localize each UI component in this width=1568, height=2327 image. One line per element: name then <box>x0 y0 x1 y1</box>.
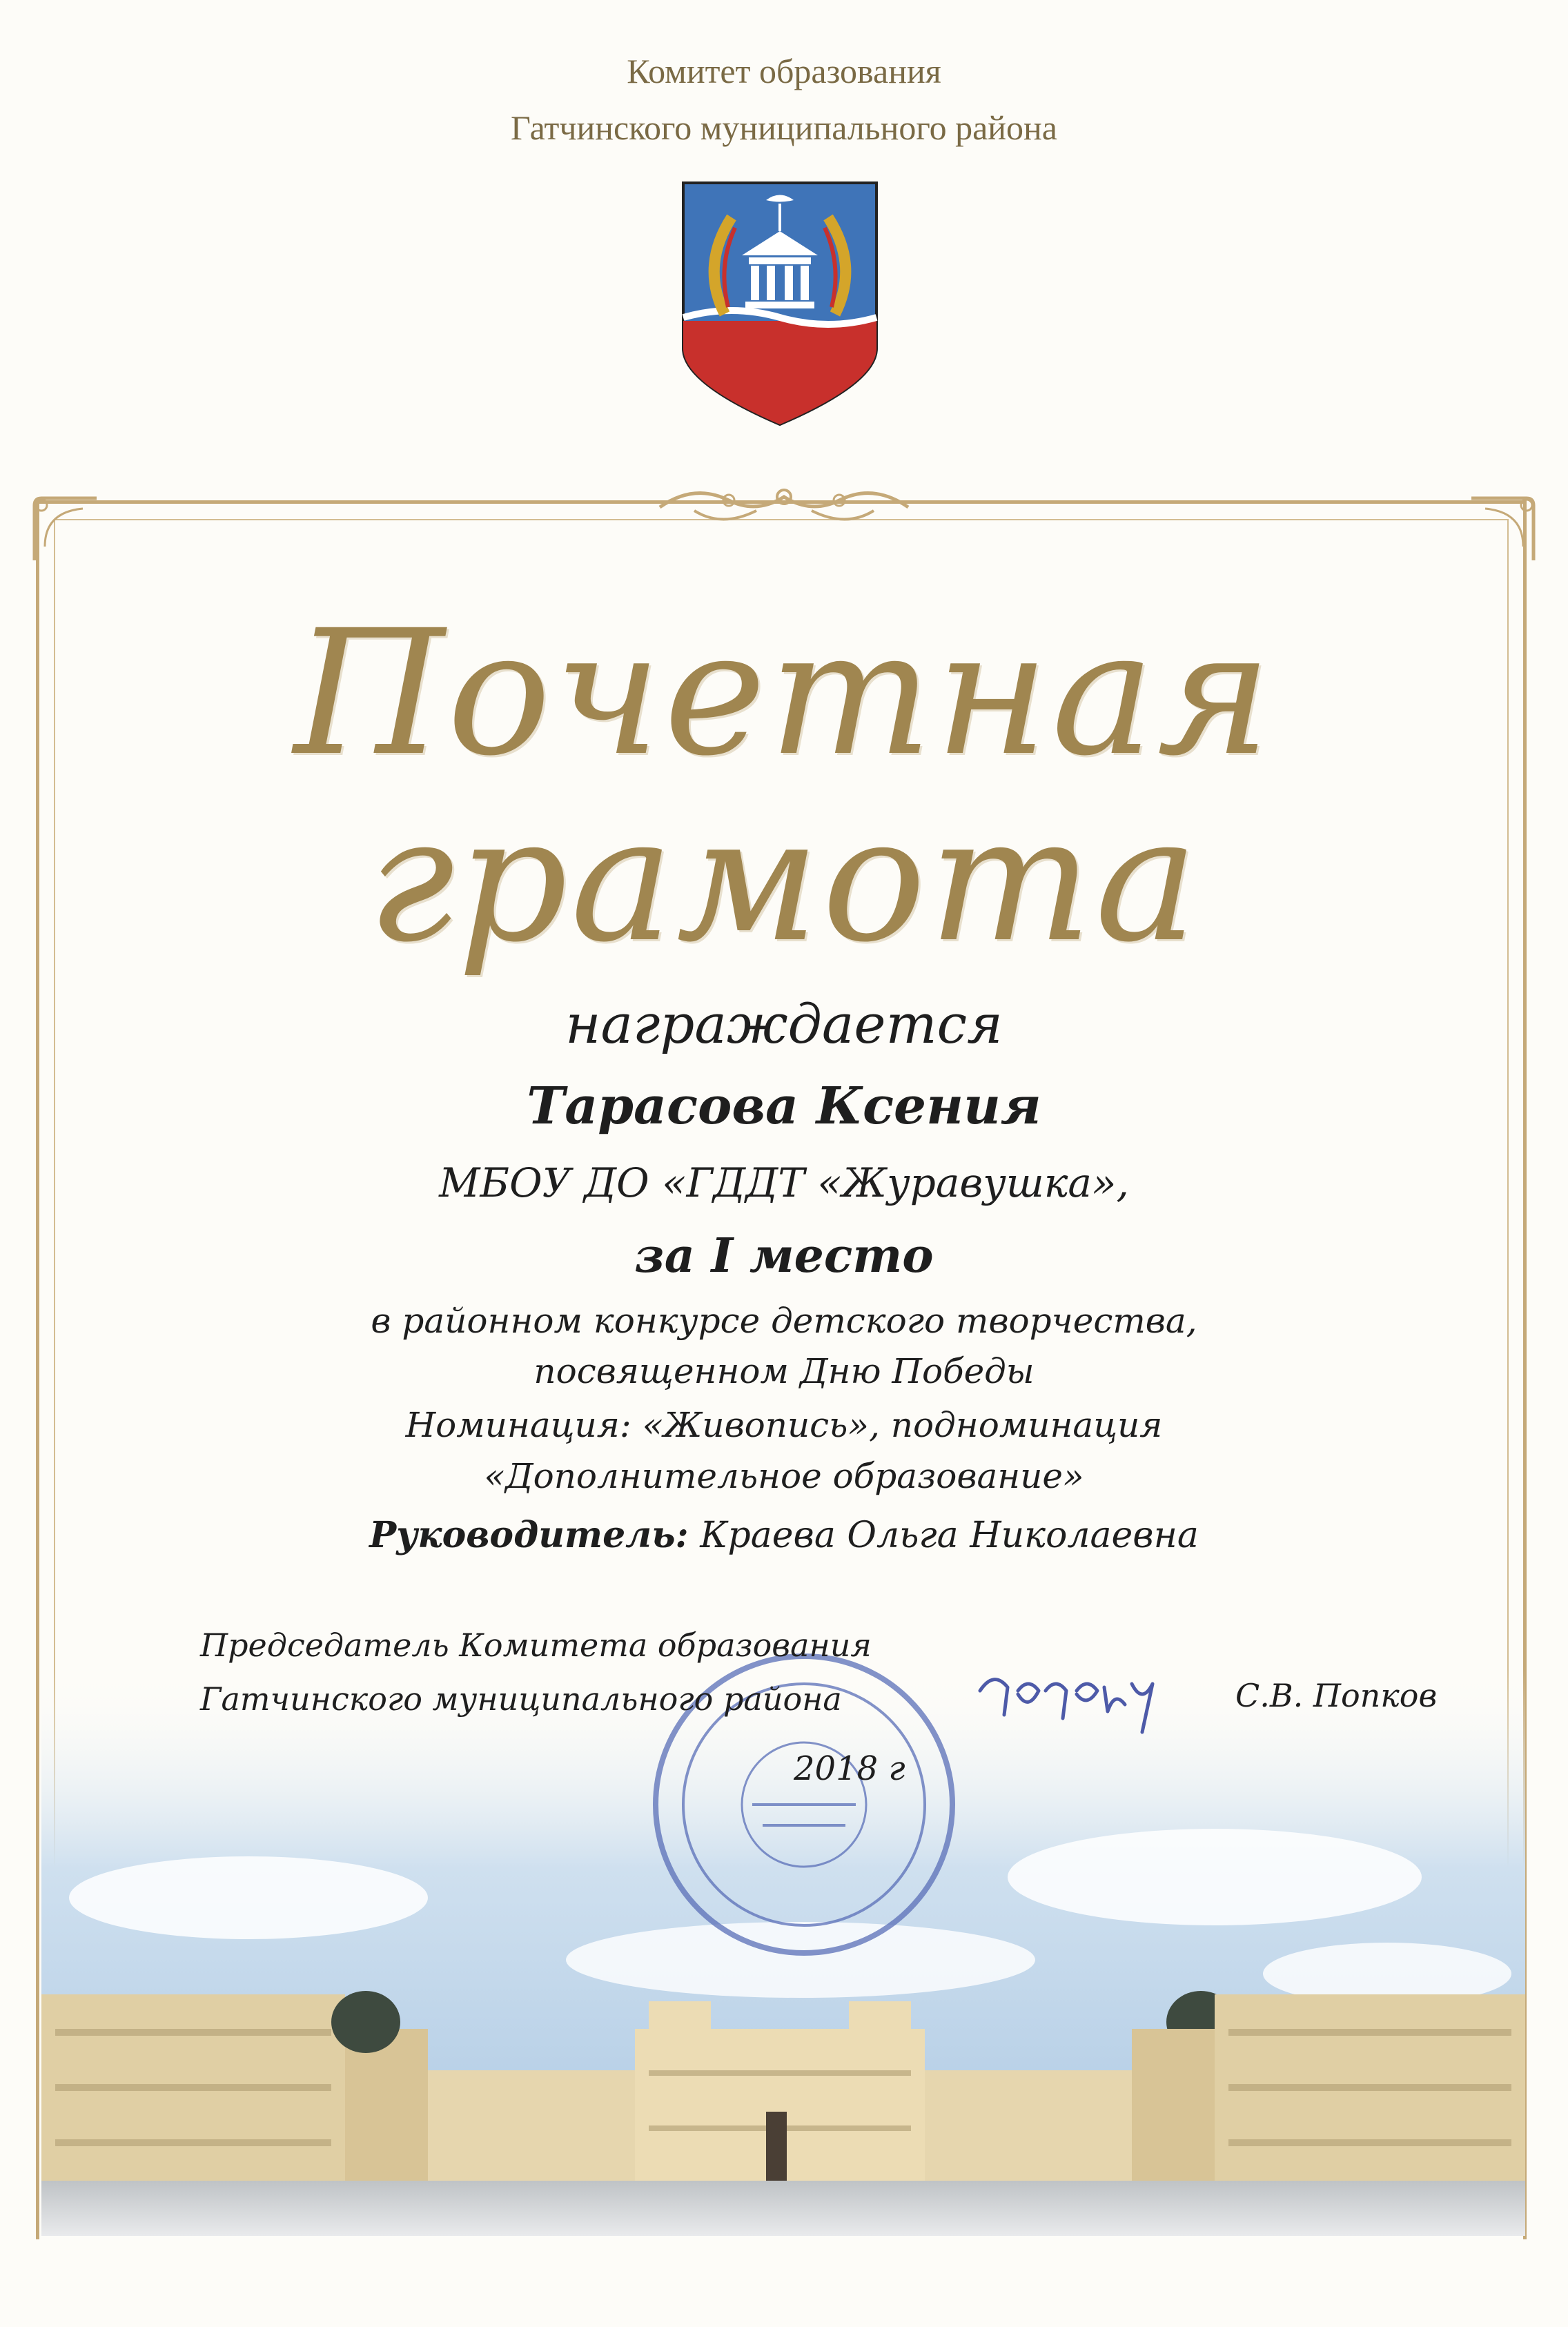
institution-name: МБОУ ДО «ГДДТ «Журавушка», <box>439 1159 1129 1206</box>
nomination-line-1: Номинация: «Живопись», подноминация <box>405 1405 1163 1445</box>
supervisor-name: Краева Ольга Николаевна <box>700 1515 1199 1556</box>
organization-header <box>0 43 1568 156</box>
awarded-text: награждается <box>565 994 1003 1056</box>
signature-block <box>200 1618 872 1726</box>
signer-name: С.В. Попков <box>1235 1677 1438 1714</box>
corner-ornament-right <box>1464 484 1547 567</box>
supervisor-line <box>0 1511 1568 1560</box>
coat-of-arms-icon <box>676 176 883 431</box>
recipient-name: Тарасова Ксения <box>527 1077 1041 1136</box>
handwritten-signature <box>966 1649 1173 1753</box>
issue-year: 2018 г <box>794 1749 905 1788</box>
certificate-title-line-2: грамота <box>367 779 1201 980</box>
signer-position-line-1: Председатель Комитета образования <box>200 1627 872 1664</box>
corner-ornament-left <box>21 484 104 567</box>
organization-line-2: Гатчинского муниципального района <box>510 108 1058 147</box>
certificate-title-line-1: Почетная <box>293 593 1275 794</box>
nomination-line-2: «Дополнительное образование» <box>484 1456 1084 1496</box>
supervisor-label: Руководитель: <box>369 1514 689 1556</box>
place-text: за I место <box>634 1228 934 1284</box>
ornament-icon <box>653 469 915 531</box>
contest-line-2: посвященном Дню Победы <box>533 1351 1035 1391</box>
signer-position-line-2: Гатчинского муниципального района <box>200 1680 842 1718</box>
organization-line-1: Комитет образования <box>627 52 941 90</box>
contest-line-1: в районном конкурсе детского творчества, <box>371 1301 1197 1341</box>
